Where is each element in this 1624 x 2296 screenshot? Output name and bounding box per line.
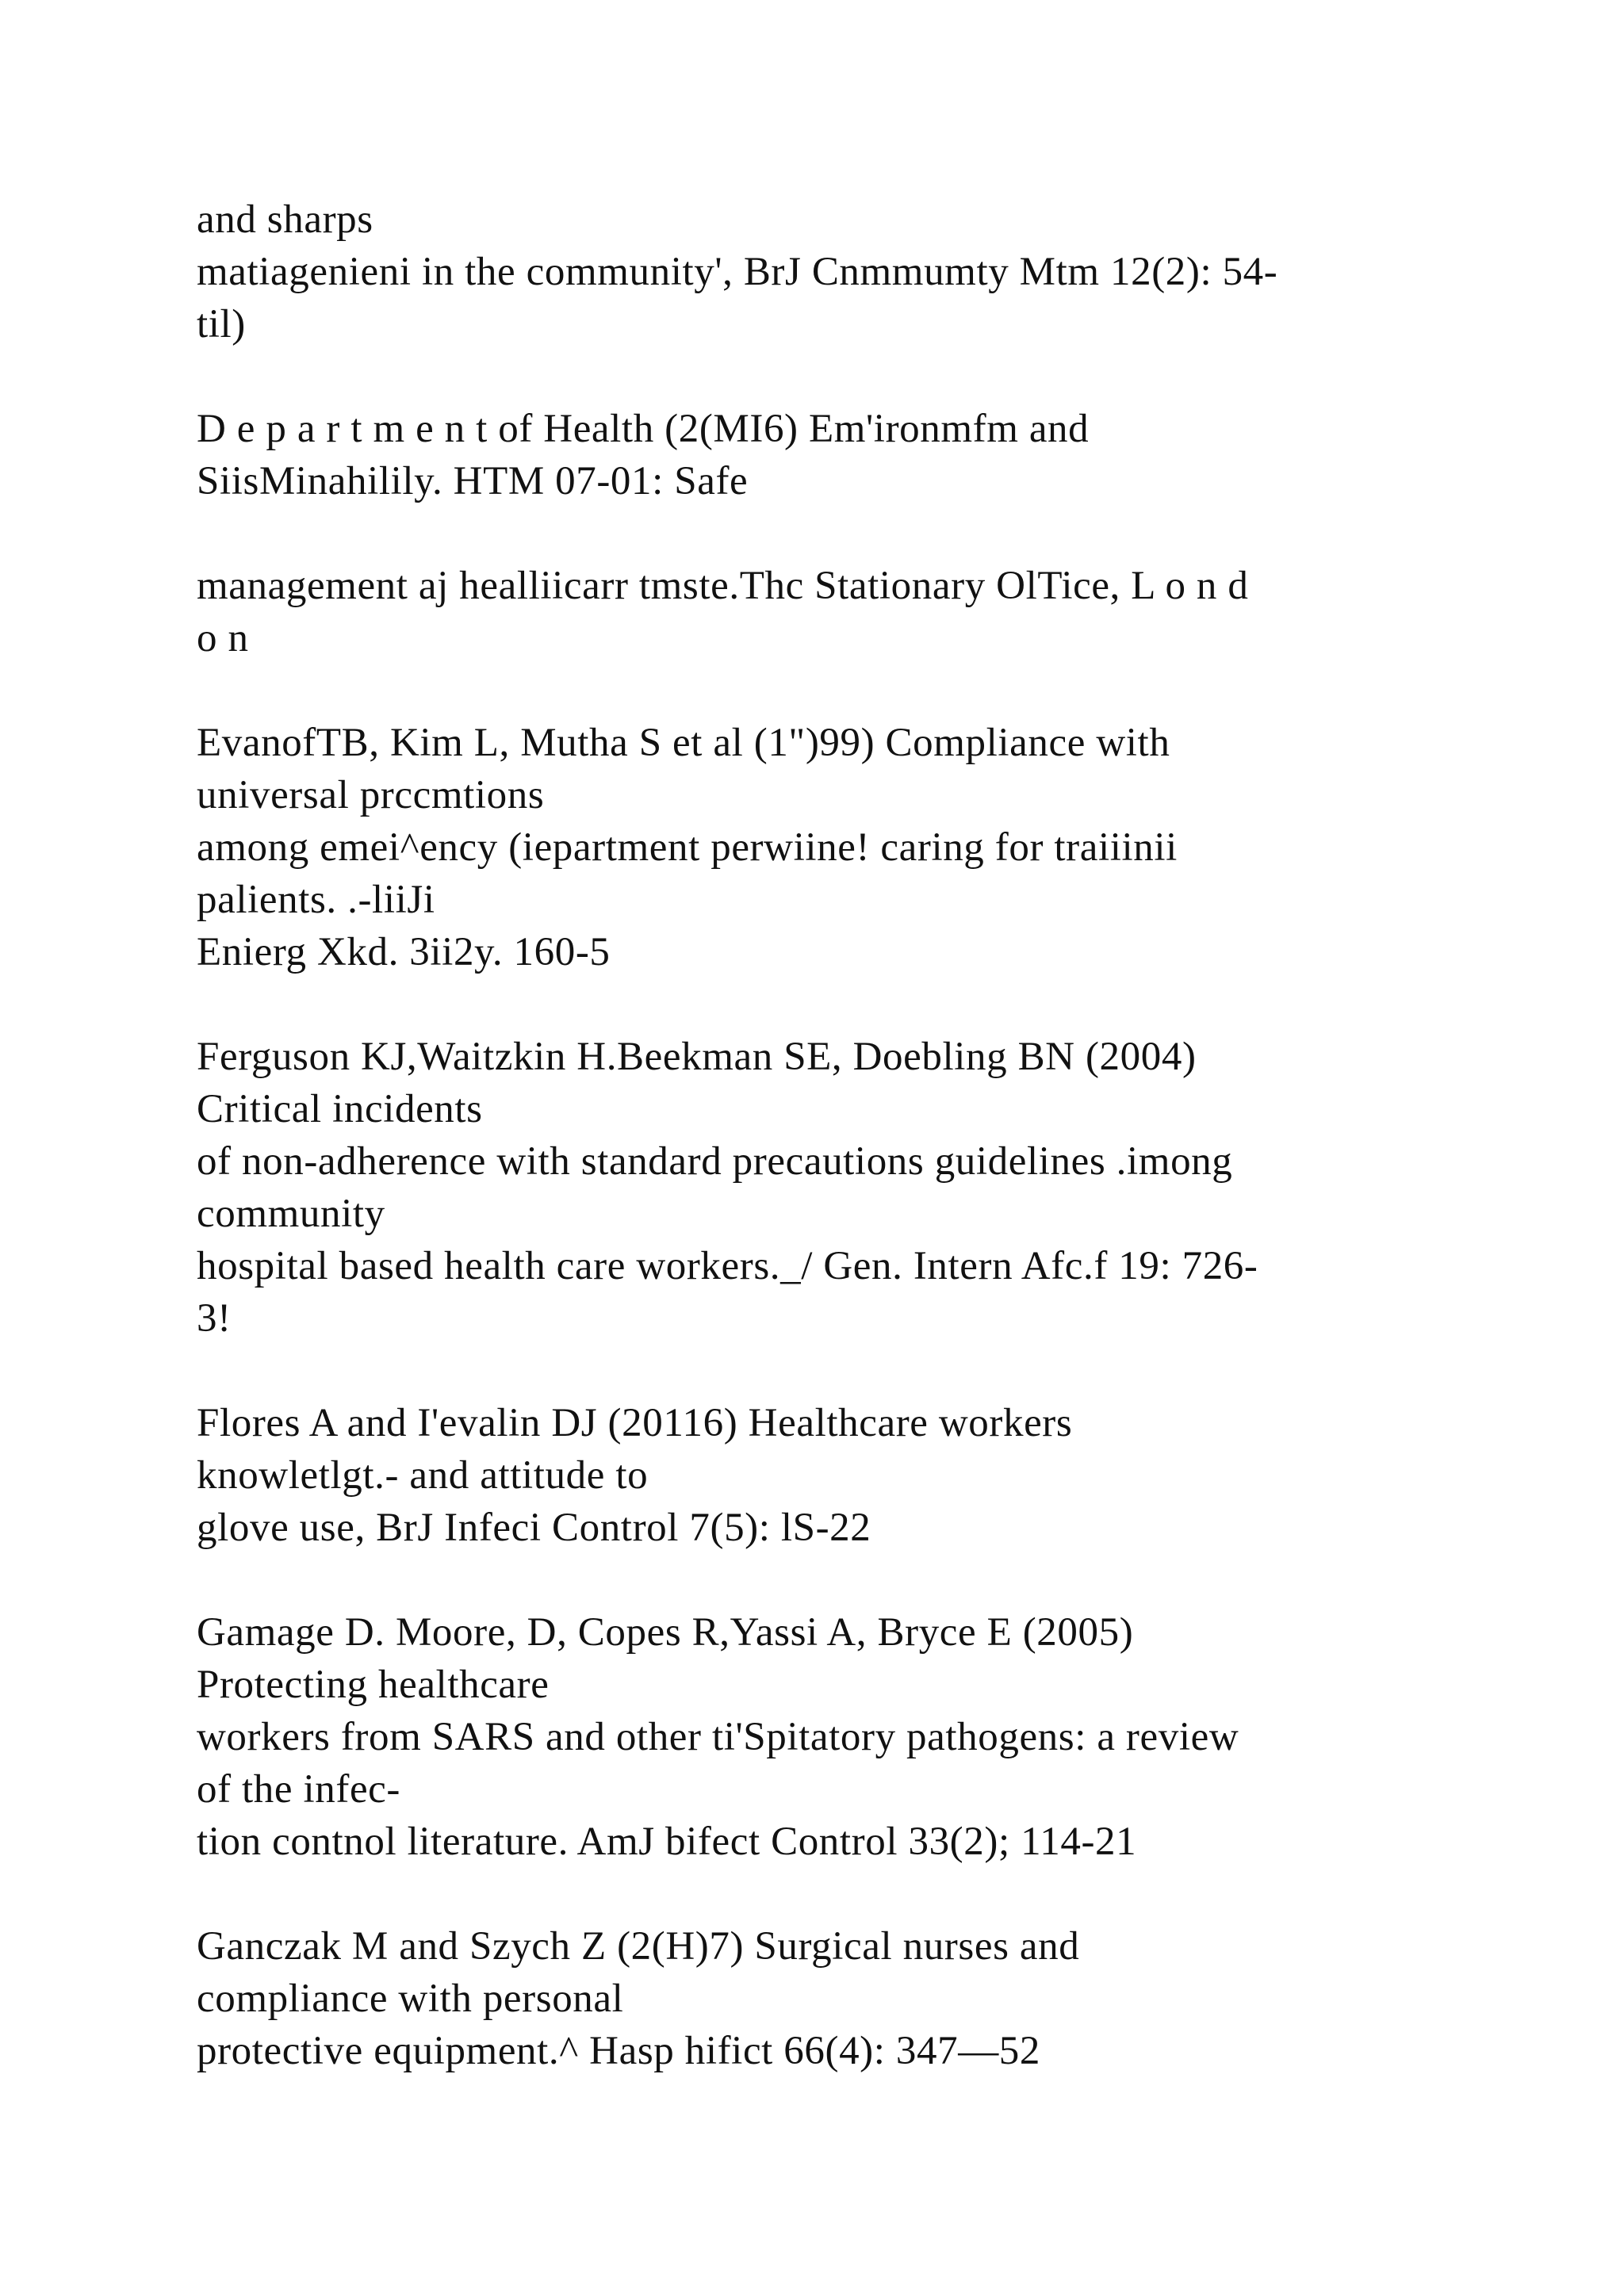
text-line: of the infec-: [197, 1767, 400, 1812]
text-line: EvanofTB, Kim L, Mutha S et al (1")99) Compliance with: [197, 721, 1170, 765]
text-line: Critical incidents: [197, 1087, 483, 1131]
text-line: hospital based health care workers._/ Gen. Intern Afc.f 19: 726-: [197, 1244, 1258, 1288]
text-line: community: [197, 1192, 385, 1236]
text-line: o n: [197, 616, 249, 660]
reference-entry: [197, 193, 1465, 350]
text-line: glove use, BrJ Infeci Control 7(5): lS-22: [197, 1506, 871, 1550]
text-line: protective equipment.^ Hasp hifict 66(4): 347—52: [197, 2029, 1040, 2073]
reference-entry: [197, 560, 1465, 664]
reference-entry: [197, 717, 1465, 978]
reference-entry: [197, 1920, 1465, 2077]
text-line: among emei^ency (iepartment perwiine! caring for traiiinii: [197, 825, 1178, 870]
text-line: D e p a r t m e n t of Health (2(MI6) Em'ironmfm and: [197, 407, 1090, 451]
text-line: management aj healliicarr tmste.Thc Stationary OlTice, L o n d: [197, 564, 1249, 608]
text-line: workers from SARS and other ti'Spitatory pathogens: a review: [197, 1715, 1239, 1759]
text-line: compliance with personal: [197, 1976, 624, 2021]
reference-entry: [197, 403, 1465, 507]
text-line: 3!: [197, 1296, 232, 1341]
text-line: Flores A and I'evalin DJ (20116) Healthcare workers: [197, 1401, 1073, 1445]
text-line: Protecting healthcare: [197, 1663, 550, 1707]
text-line: universal prccmtions: [197, 773, 545, 817]
reference-entry: [197, 1606, 1465, 1868]
text-line: Ganczak M and Szych Z (2(H)7) Surgical nurses and: [197, 1924, 1080, 1969]
text-line: matiagenieni in the community', BrJ Cnmmumty Mtm 12(2): 54-: [197, 250, 1278, 294]
text-line: tion contnol literature. AmJ bifect Control 33(2); 114-21: [197, 1820, 1137, 1864]
text-line: and sharps: [197, 197, 373, 242]
text-line: knowletlgt.- and attitude to: [197, 1453, 649, 1498]
text-line: of non-adherence with standard precautions guidelines .imong: [197, 1139, 1233, 1184]
reference-entry: [197, 1031, 1465, 1345]
text-line: SiisMinahilily. HTM 07-01: Safe: [197, 459, 749, 503]
reference-list: [197, 193, 1465, 2130]
text-line: Enierg Xkd. 3ii2y. 160-5: [197, 930, 611, 974]
text-line: til): [197, 302, 246, 346]
reference-entry: [197, 1397, 1465, 1554]
text-line: palients. .-liiJi: [197, 878, 435, 922]
text-line: Ferguson KJ,Waitzkin H.Beekman SE, Doebling BN (2004): [197, 1035, 1197, 1079]
text-line: Gamage D. Moore, D, Copes R,Yassi A, Bryce E (2005): [197, 1610, 1134, 1655]
